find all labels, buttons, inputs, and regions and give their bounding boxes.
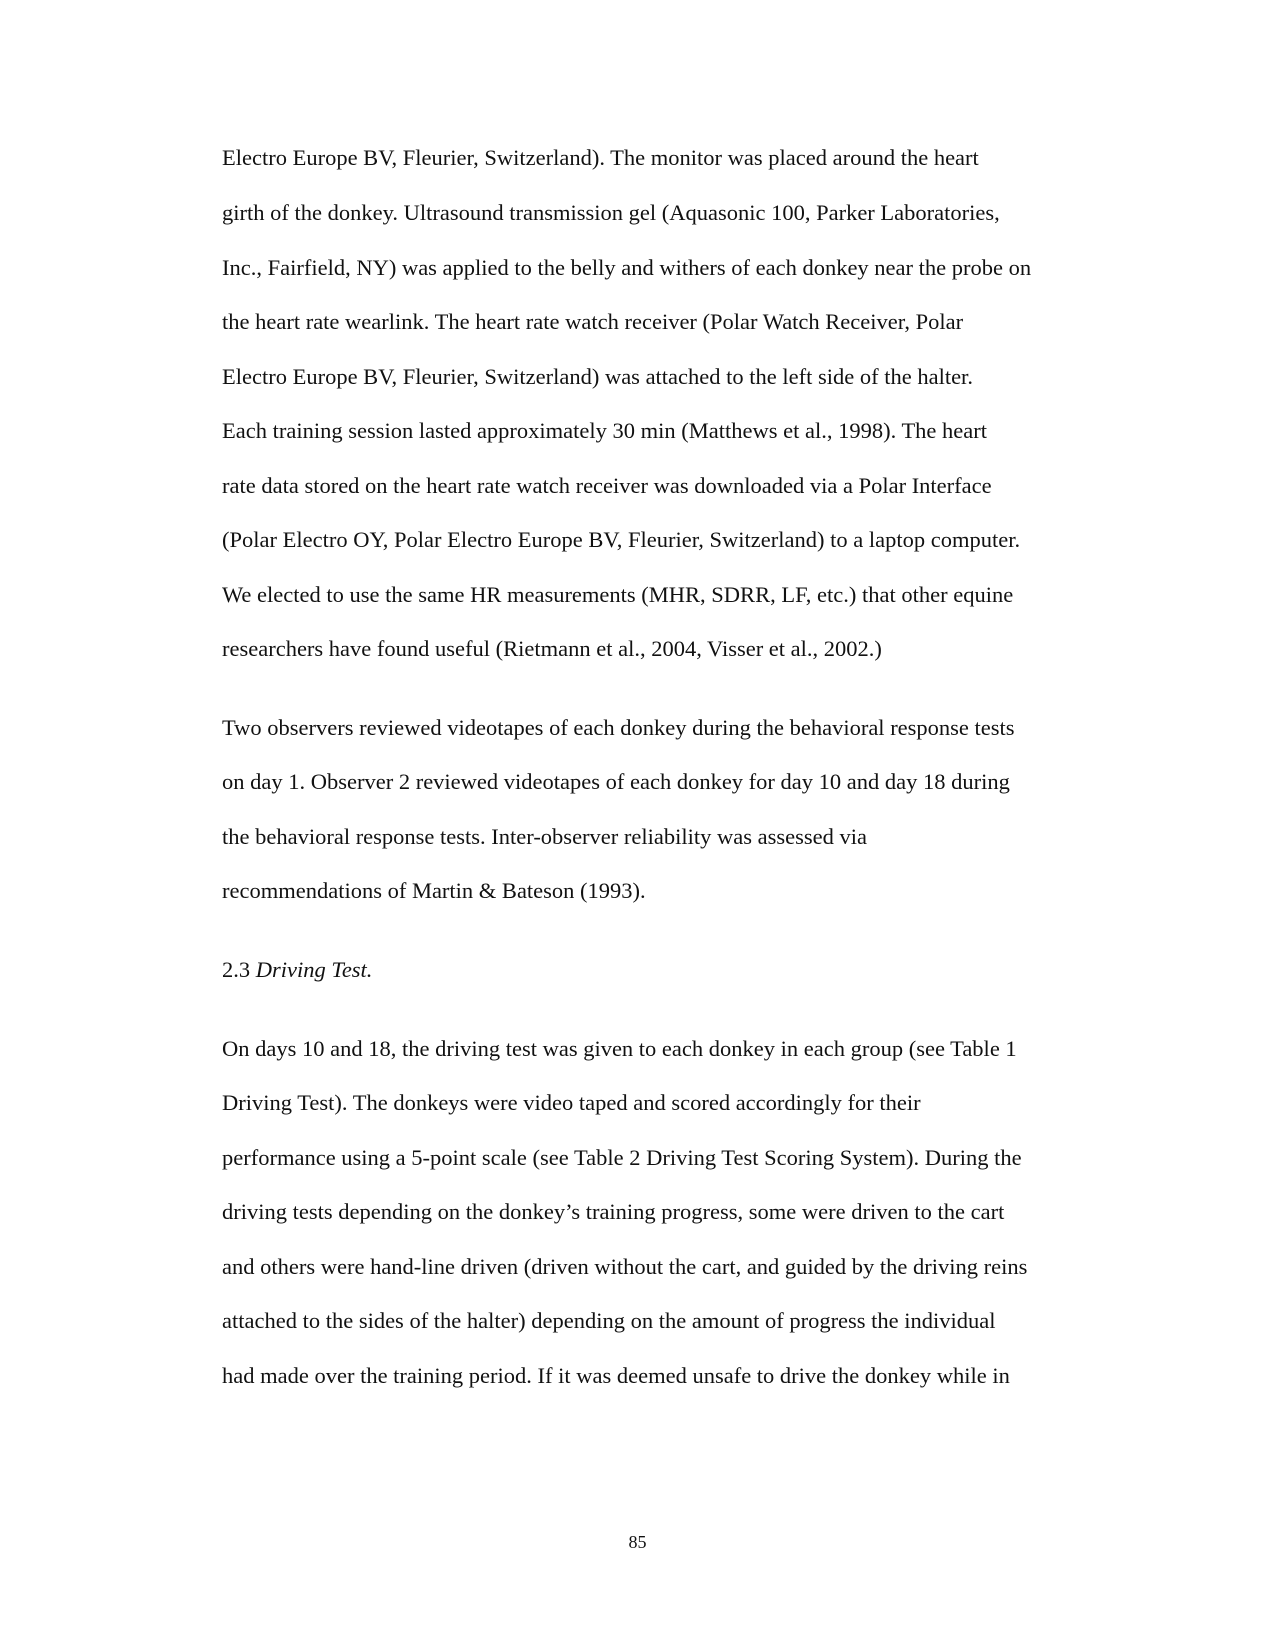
text-line: the behavioral response tests. Inter-observer reliability was assessed via bbox=[222, 824, 867, 849]
text-line: the heart rate wearlink. The heart rate watch receiver (Polar Watch Receiver, Polar bbox=[222, 309, 964, 334]
text-line: Inc., Fairfield, NY) was applied to the belly and withers of each donkey near the probe on bbox=[222, 255, 1032, 280]
text-line: and others were hand-line driven (driven without the cart, and guided by the driving reins bbox=[222, 1254, 1028, 1279]
text-line: had made over the training period. If it was deemed unsafe to drive the donkey while in bbox=[222, 1363, 1010, 1388]
text-line: We elected to use the same HR measurements (MHR, SDRR, LF, etc.) that other equine bbox=[222, 582, 1014, 607]
text-line: on day 1. Observer 2 reviewed videotapes of each donkey for day 10 and day 18 during bbox=[222, 769, 1010, 794]
page-number: 85 bbox=[628, 1532, 647, 1552]
text-line: attached to the sides of the halter) depending on the amount of progress the individual bbox=[222, 1308, 996, 1333]
text-line: Two observers reviewed videotapes of each donkey during the behavioral response tests bbox=[222, 715, 1015, 740]
text-line: rate data stored on the heart rate watch receiver was downloaded via a Polar Interface bbox=[222, 473, 992, 498]
text-line: researchers have found useful (Rietmann et al., 2004, Visser et al., 2002.) bbox=[222, 636, 882, 661]
text-line: Electro Europe BV, Fleurier, Switzerland) was attached to the left side of the halter. bbox=[222, 364, 973, 389]
section-title: Driving Test. bbox=[255, 957, 373, 982]
text-line: On days 10 and 18, the driving test was given to each donkey in each group (see Table 1 bbox=[222, 1036, 1017, 1061]
text-line: performance using a 5-point scale (see Table 2 Driving Test Scoring System). During the bbox=[222, 1145, 1022, 1170]
text-line: girth of the donkey. Ultrasound transmission gel (Aquasonic 100, Parker Laboratories, bbox=[222, 200, 1000, 225]
text-line: Driving Test). The donkeys were video taped and scored accordingly for their bbox=[222, 1090, 921, 1115]
text-line: (Polar Electro OY, Polar Electro Europe BV, Fleurier, Switzerland) to a laptop computer. bbox=[222, 527, 1021, 552]
section-number: 2.3 bbox=[222, 957, 256, 982]
text-line: recommendations of Martin & Bateson (1993). bbox=[222, 878, 646, 903]
section-heading bbox=[222, 955, 372, 985]
text-line: Each training session lasted approximately 30 min (Matthews et al., 1998). The heart bbox=[222, 418, 988, 443]
text-line: Electro Europe BV, Fleurier, Switzerland). The monitor was placed around the heart bbox=[222, 145, 979, 170]
text-line: driving tests depending on the donkey’s training progress, some were driven to the cart bbox=[222, 1199, 1005, 1224]
